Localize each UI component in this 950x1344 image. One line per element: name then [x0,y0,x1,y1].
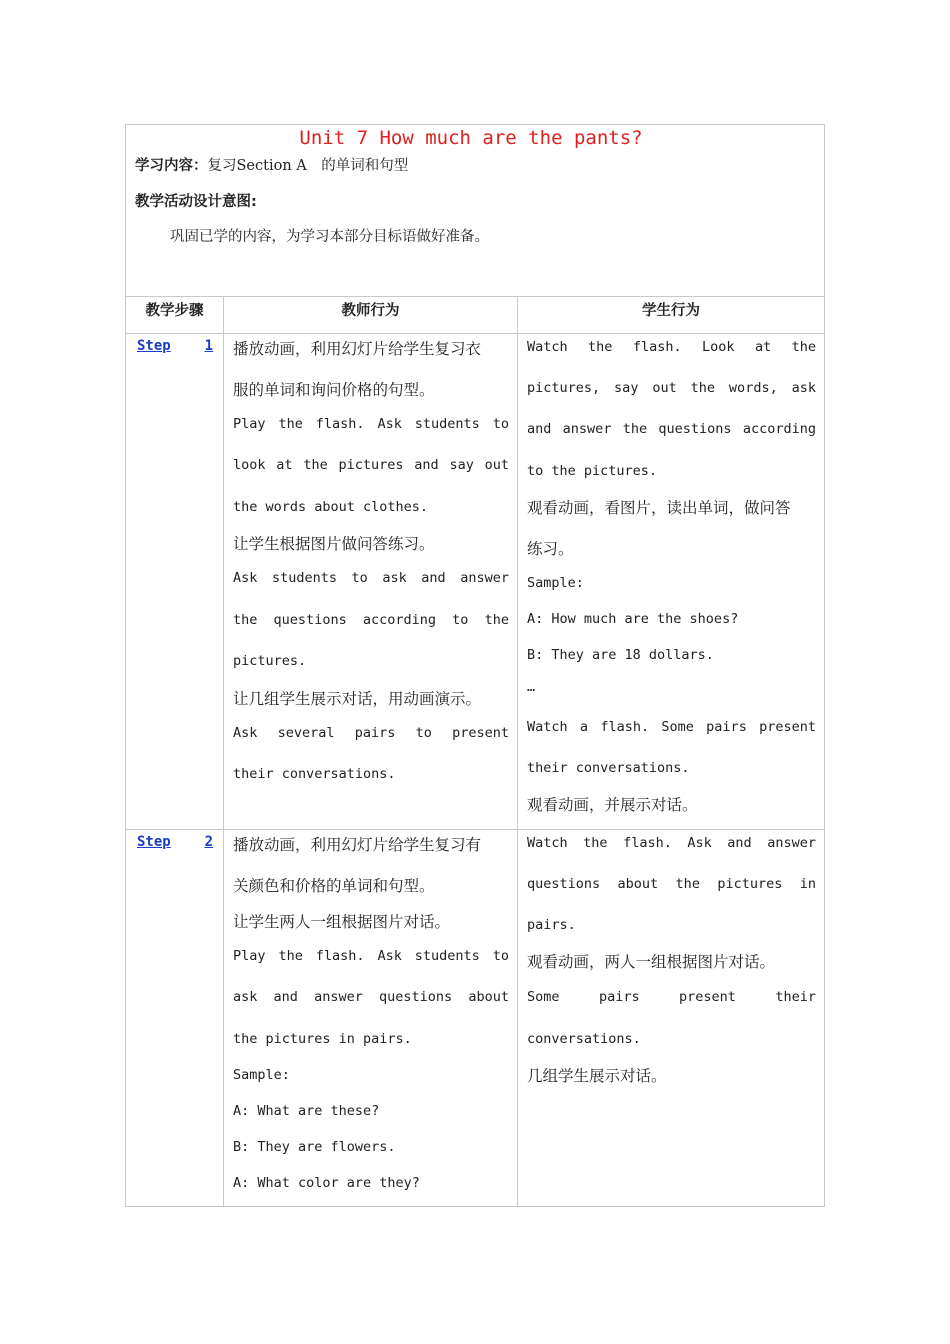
intent-line [135,190,257,211]
text-line: pictures. [233,653,307,669]
page-title: Unit 7 How much are the pants? [299,127,643,149]
header-student: 学生行为 [642,303,700,319]
text-line: 练习。 [527,540,574,558]
text-line: look at the pictures and say out [233,457,509,473]
text-line: Play the flash. Ask students to [233,948,509,964]
step-cell [126,333,224,829]
text-line: Watch the flash. Look at the [527,339,816,355]
header-section [126,125,824,297]
text-line: their conversations. [233,766,396,782]
text-line: 观看动画，并展示对话。 [527,796,698,814]
text-line: 观看动画，两人一组根据图片对话。 [527,953,776,971]
text-line: 关颜色和价格的单词和句型。 [233,877,435,895]
text-line: B: They are 18 dollars. [527,647,714,663]
teacher-cell [224,829,518,1206]
content-value: 复习Section A 的单词和句型 [207,158,409,174]
text-line: 让学生根据图片做问答练习。 [233,535,435,553]
student-cell [518,333,824,829]
text-line: 观看动画，看图片，读出单词，做问答 [527,499,791,517]
text-line: 服的单词和询问价格的句型。 [233,381,435,399]
header-steps: 教学步骤 [126,296,224,333]
text-line: ask and answer questions about [233,989,509,1005]
text-line: Some pairs present their [527,989,816,1005]
text-line: Watch the flash. Ask and answer [527,835,816,851]
text-line: the words about clothes. [233,499,429,515]
text-line: Ask students to ask and answer [233,570,509,586]
text-line: the questions according to the [233,612,509,628]
text-line: 播放动画，利用幻灯片给学生复习有 [233,836,482,854]
text-line: 播放动画，利用幻灯片给学生复习衣 [233,340,482,358]
intent-text: 巩固已学的内容，为学习本部分目标语做好准备。 [170,229,489,245]
step-2-link[interactable]: Step 2 [137,834,213,850]
text-line: pictures, say out the words, ask [527,380,816,396]
text-line: Play the flash. Ask students to [233,416,509,432]
text-line: 几组学生展示对话。 [527,1067,667,1085]
text-line: to the pictures. [527,463,658,479]
text-line: their conversations. [527,760,690,776]
text-line: pairs. [527,917,576,933]
header-teacher: 教师行为 [224,296,518,333]
text-line: A: How much are the shoes? [527,611,739,627]
text-line: A: What are these? [233,1103,380,1119]
text-line: … [527,679,536,695]
table-row-step-1 [126,333,824,830]
intent-label: 教学活动设计意图: [135,194,257,210]
lesson-plan-table [125,124,825,1207]
content-line [135,154,408,175]
step-1-link[interactable]: Step 1 [137,338,213,354]
text-line: Watch a flash. Some pairs present [527,719,816,735]
table-header-row [126,296,824,334]
step-cell [126,829,224,1206]
text-line: Sample: [527,575,584,591]
text-line: B: They are flowers. [233,1139,396,1155]
text-line: 让学生两人一组根据图片对话。 [233,913,451,931]
text-line: 让几组学生展示对话，用动画演示。 [233,690,482,708]
teacher-cell [224,333,518,829]
text-line: conversations. [527,1031,641,1047]
student-cell [518,829,824,1206]
text-line: questions about the pictures in [527,876,816,892]
text-line: A: What color are they? [233,1175,420,1191]
text-line: the pictures in pairs. [233,1031,412,1047]
text-line: Sample: [233,1067,290,1083]
content-label: 学习内容： [135,158,208,174]
table-row-step-2 [126,829,824,1206]
text-line: Ask several pairs to present [233,725,509,741]
text-line: and answer the questions according [527,421,816,437]
